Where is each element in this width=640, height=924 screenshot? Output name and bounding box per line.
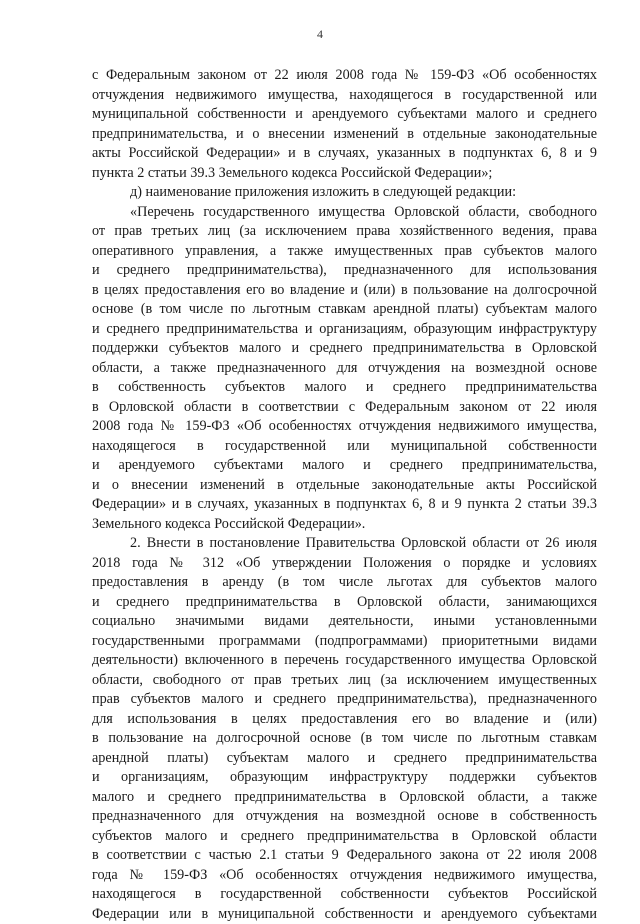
text-line: малого и среднего предпринимательства в Орловской области, а также: [92, 788, 597, 808]
text-line: «Перечень государственного имущества Орловской области, свободного: [92, 203, 597, 223]
text-line: оперативного управления, а также имущественных прав субъектов малого: [92, 242, 597, 262]
text-line: 2008 года № 159-ФЗ «Об особенностях отчуждения недвижимого имущества,: [92, 417, 597, 437]
text-line: д) наименование приложения изложить в следующей редакции:: [92, 183, 597, 203]
text-line: и среднего предпринимательства в Орловской области, занимающихся: [92, 593, 597, 613]
text-line: находящегося в государственной собственности субъектов Российской: [92, 885, 597, 905]
text-line: прав субъектов малого и среднего предпринимательства), предназначенного: [92, 690, 597, 710]
text-line: в Орловской области в соответствии с Федеральным законом от 22 июля: [92, 398, 597, 418]
text-line: от прав третьих лиц (за исключением права хозяйственного ведения, права: [92, 222, 597, 242]
text-line: поддержки субъектов малого и среднего предпринимательства в Орловской: [92, 339, 597, 359]
text-line: области, свободного от прав третьих лиц (за исключением имущественных: [92, 671, 597, 691]
text-line: предпринимательства, и о внесении изменений в отдельные законодательные: [92, 125, 597, 145]
document-body: [92, 66, 597, 924]
text-line: области, а также предназначенного для отчуждения на возмездной основе: [92, 359, 597, 379]
text-line: арендной платы) субъектам малого и среднего предпринимательства: [92, 749, 597, 769]
text-line: в собственность субъектов малого и среднего предпринимательства: [92, 378, 597, 398]
text-line: находящегося в государственной или муниципальной собственности: [92, 437, 597, 457]
text-line: 2. Внести в постановление Правительства Орловской области от 26 июля: [92, 534, 597, 554]
text-line: для использования в целях предоставления его во владение и (или): [92, 710, 597, 730]
text-line: с Федеральным законом от 22 июля 2008 года № 159-ФЗ «Об особенностях: [92, 66, 597, 86]
text-line: в соответствии с частью 2.1 статьи 9 Федерального закона от 22 июля 2008: [92, 846, 597, 866]
text-line: социально значимыми видами деятельности, иными установленными: [92, 612, 597, 632]
text-line: Федерации» и в случаях, указанных в подпунктах 6, 8 и 9 пункта 2 статьи 39.3: [92, 495, 597, 515]
text-line: Земельного кодекса Российской Федерации».: [92, 515, 597, 535]
text-line: акты Российской Федерации» и в случаях, указанных в подпунктах 6, 8 и 9: [92, 144, 597, 164]
text-line: государственными программами (подпрограммами) приоритетными видами: [92, 632, 597, 652]
text-line: основе (в том числе по льготным ставкам арендной платы) субъектам малого: [92, 300, 597, 320]
text-line: пункта 2 статьи 39.3 Земельного кодекса Российской Федерации»;: [92, 164, 597, 184]
text-line: в целях предоставления его во владение и (или) в пользование на долгосрочной: [92, 281, 597, 301]
text-line: предоставления в аренду (в том числе льготах для субъектов малого: [92, 573, 597, 593]
text-line: в пользование на долгосрочной основе (в том числе по льготным ставкам: [92, 729, 597, 749]
text-line: и организациям, образующим инфраструктуру поддержки субъектов: [92, 768, 597, 788]
text-line: 2018 года № 312 «Об утверждении Положения о порядке и условиях: [92, 554, 597, 574]
page-number: 4: [0, 27, 640, 41]
text-line: Федерации или в муниципальной собственности и арендуемого субъектами: [92, 905, 597, 924]
text-line: деятельности) включенного в перечень государственного имущества Орловской: [92, 651, 597, 671]
text-line: и среднего предпринимательства), предназначенного для использования: [92, 261, 597, 281]
text-line: отчуждения недвижимого имущества, находящегося в государственной или: [92, 86, 597, 106]
text-line: предназначенного для отчуждения на возмездной основе в собственность: [92, 807, 597, 827]
text-line: субъектов малого и среднего предпринимательства в Орловской области: [92, 827, 597, 847]
text-line: и среднего предпринимательства и организациям, образующим инфраструктуру: [92, 320, 597, 340]
text-line: и о внесении изменений в отдельные законодательные акты Российской: [92, 476, 597, 496]
text-line: и арендуемого субъектами малого и среднего предпринимательства,: [92, 456, 597, 476]
text-line: года № 159-ФЗ «Об особенностях отчуждения недвижимого имущества,: [92, 866, 597, 886]
text-line: муниципальной собственности и арендуемого субъектами малого и среднего: [92, 105, 597, 125]
